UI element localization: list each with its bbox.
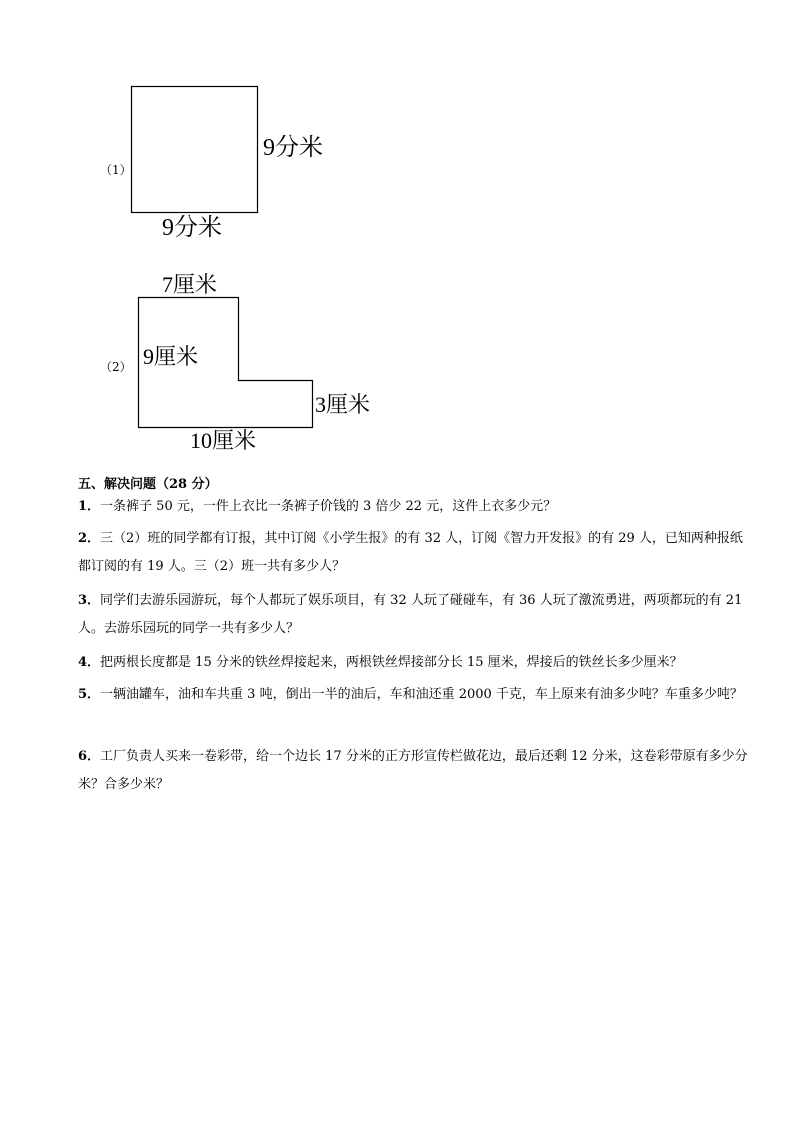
question-number: 1． bbox=[78, 499, 101, 514]
question-3 bbox=[78, 587, 748, 643]
figure-2-step-label: 3厘米 bbox=[315, 392, 371, 417]
question-text: 三（2）班的同学都有订报，其中订阅《小学生报》的有 32 人，订阅《智力开发报》的有 29 人，已知两种报纸都订阅的有 19 人。三（2）班一共有多少人？ bbox=[78, 531, 743, 574]
question-1 bbox=[78, 493, 748, 521]
question-text: 一辆油罐车，油和车共重 3 吨，倒出一半的油后，车和油还重 2000 千克，车上原来有油多少吨？车重多少吨？ bbox=[100, 687, 743, 702]
question-5 bbox=[78, 681, 748, 709]
figure-2-index: （2） bbox=[100, 360, 132, 374]
question-number: 2． bbox=[78, 531, 101, 546]
question-text: 同学们去游乐园游玩，每个人都玩了娱乐项目，有 32 人玩了碰碰车，有 36 人玩了激流勇进，两项都玩的有 21 人。去游乐园玩的同学一共有多少人？ bbox=[78, 593, 743, 636]
figure-2-left-label: 9厘米 bbox=[143, 344, 199, 369]
figure-2-l-shape bbox=[0, 0, 794, 460]
question-text: 把两根长度都是 15 分米的铁丝焊接起来，两根铁丝焊接部分长 15 厘米，焊接后的铁丝长多少厘米？ bbox=[100, 655, 683, 670]
question-text: 一条裤子 50 元，一件上衣比一条裤子价钱的 3 倍少 22 元，这件上衣多少元？ bbox=[100, 499, 557, 514]
question-4 bbox=[78, 649, 748, 677]
figure-1-index: （1） bbox=[100, 163, 132, 177]
figure-1-side-label: 9分米 bbox=[263, 135, 323, 161]
question-number: 5． bbox=[78, 687, 101, 702]
question-number: 3． bbox=[78, 593, 101, 608]
figure-2-top-label: 7厘米 bbox=[162, 272, 218, 297]
section-title: 五、解决问题（28 分） bbox=[78, 477, 218, 492]
figure-2-bottom-label: 10厘米 bbox=[190, 428, 257, 453]
question-number: 6． bbox=[78, 749, 101, 764]
figure-1-bottom-label: 9分米 bbox=[162, 215, 222, 241]
question-text: 工厂负责人买来一卷彩带，给一个边长 17 分米的正方形宣传栏做花边，最后还剩 12 分米，这卷彩带原有多少分米？合多少米？ bbox=[78, 749, 748, 792]
question-number: 4． bbox=[78, 655, 101, 670]
question-2 bbox=[78, 525, 748, 581]
question-6 bbox=[78, 743, 748, 799]
